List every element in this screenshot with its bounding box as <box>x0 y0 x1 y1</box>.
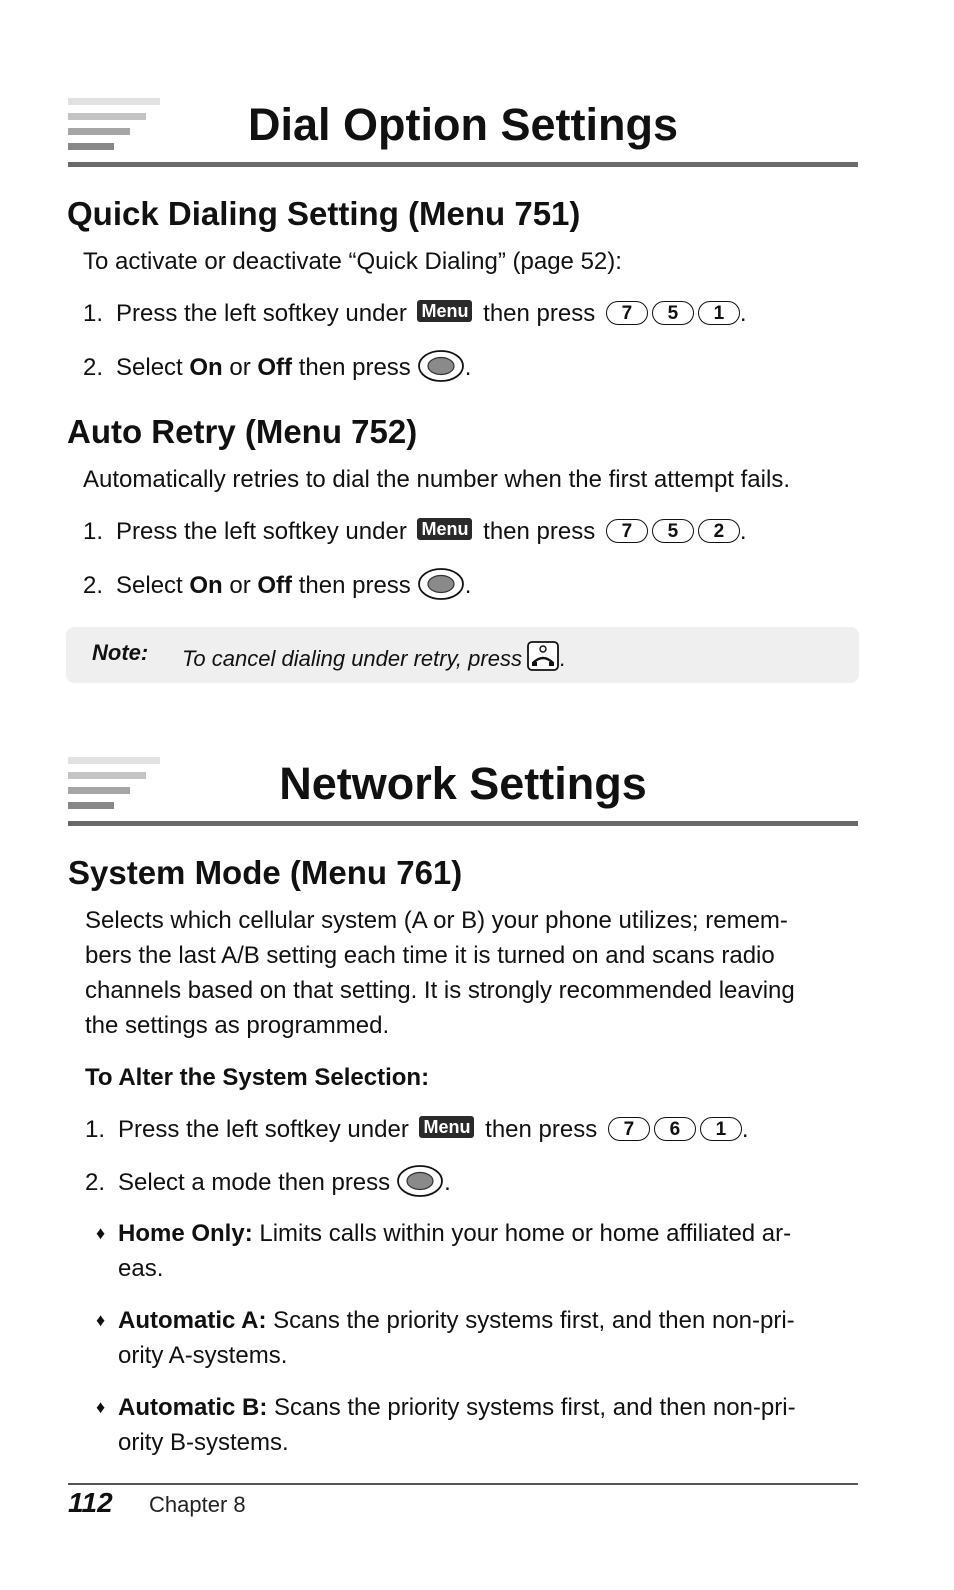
key-6-icon: 6 <box>654 1117 696 1141</box>
option-home-only: ♦ Home Only: Limits calls within your home or home affiliated ar- eas. <box>118 1216 848 1286</box>
section-title-system-mode: System Mode (Menu 761) <box>68 854 463 891</box>
ok-button-icon <box>417 349 465 393</box>
key-2-icon: 2 <box>698 519 740 543</box>
option-automatic-b: ♦ Automatic B: Scans the priority systems first, and then non-pri- ority B-systems. <box>118 1390 848 1460</box>
key-1-icon: 1 <box>700 1117 742 1141</box>
footer-rule <box>68 1483 858 1485</box>
ok-button-icon <box>417 567 465 611</box>
page-number: 112 <box>68 1487 113 1518</box>
auto-retry-step-2: 2. Select On or Off then press . <box>83 567 471 611</box>
option-automatic-a: ♦ Automatic A: Scans the priority systems first, and then non-pri- ority A-systems. <box>118 1303 848 1373</box>
page-title-dial-options: Dial Option Settings <box>247 99 678 150</box>
note-text: To cancel dialing under retry, press . <box>182 640 566 678</box>
quick-dialing-step-1: 1. Press the left softkey under Menu then press 7 5 1 . <box>83 300 747 327</box>
header-rule <box>68 162 858 167</box>
key-7-icon: 7 <box>606 519 648 543</box>
system-selection-subheading: To Alter the System Selection: <box>85 1064 430 1091</box>
diamond-bullet-icon: ♦ <box>96 1223 106 1243</box>
menu-key-icon: Menu <box>417 300 472 322</box>
end-call-icon <box>526 640 560 678</box>
note-label: Note: <box>92 640 149 665</box>
system-mode-step-2: 2. Select a mode then press . <box>85 1164 451 1208</box>
ok-button-icon <box>396 1164 444 1208</box>
header-rule <box>68 821 858 826</box>
key-1-icon: 1 <box>698 301 740 325</box>
note-box <box>66 627 859 683</box>
section-title-auto-retry: Auto Retry (Menu 752) <box>67 413 418 450</box>
auto-retry-step-1: 1. Press the left softkey under Menu then press 7 5 2 . <box>83 518 747 545</box>
menu-key-icon: Menu <box>419 1116 474 1138</box>
diamond-bullet-icon: ♦ <box>96 1397 106 1417</box>
quick-dialing-intro: To activate or deactivate “Quick Dialing” (page 52): <box>83 248 622 275</box>
quick-dialing-step-2: 2. Select On or Off then press . <box>83 349 471 393</box>
key-7-icon: 7 <box>608 1117 650 1141</box>
system-mode-intro: Selects which cellular system (A or B) your phone utilizes; remem- bers the last A/B setting each time it is turned on and scans radio channels based on that setting. It is strongly recommended leaving the settings as programmed. <box>85 907 795 1039</box>
diamond-bullet-icon: ♦ <box>96 1310 106 1330</box>
chapter-label: Chapter 8 <box>149 1492 246 1517</box>
key-5-icon: 5 <box>652 301 694 325</box>
auto-retry-intro: Automatically retries to dial the number when the first attempt fails. <box>83 466 790 493</box>
key-7-icon: 7 <box>606 301 648 325</box>
system-mode-step-1: 1. Press the left softkey under Menu then press 7 6 1 . <box>85 1116 749 1143</box>
menu-key-icon: Menu <box>417 518 472 540</box>
page-title-network-settings: Network Settings <box>279 758 647 809</box>
section-title-quick-dialing: Quick Dialing Setting (Menu 751) <box>67 195 581 232</box>
key-5-icon: 5 <box>652 519 694 543</box>
